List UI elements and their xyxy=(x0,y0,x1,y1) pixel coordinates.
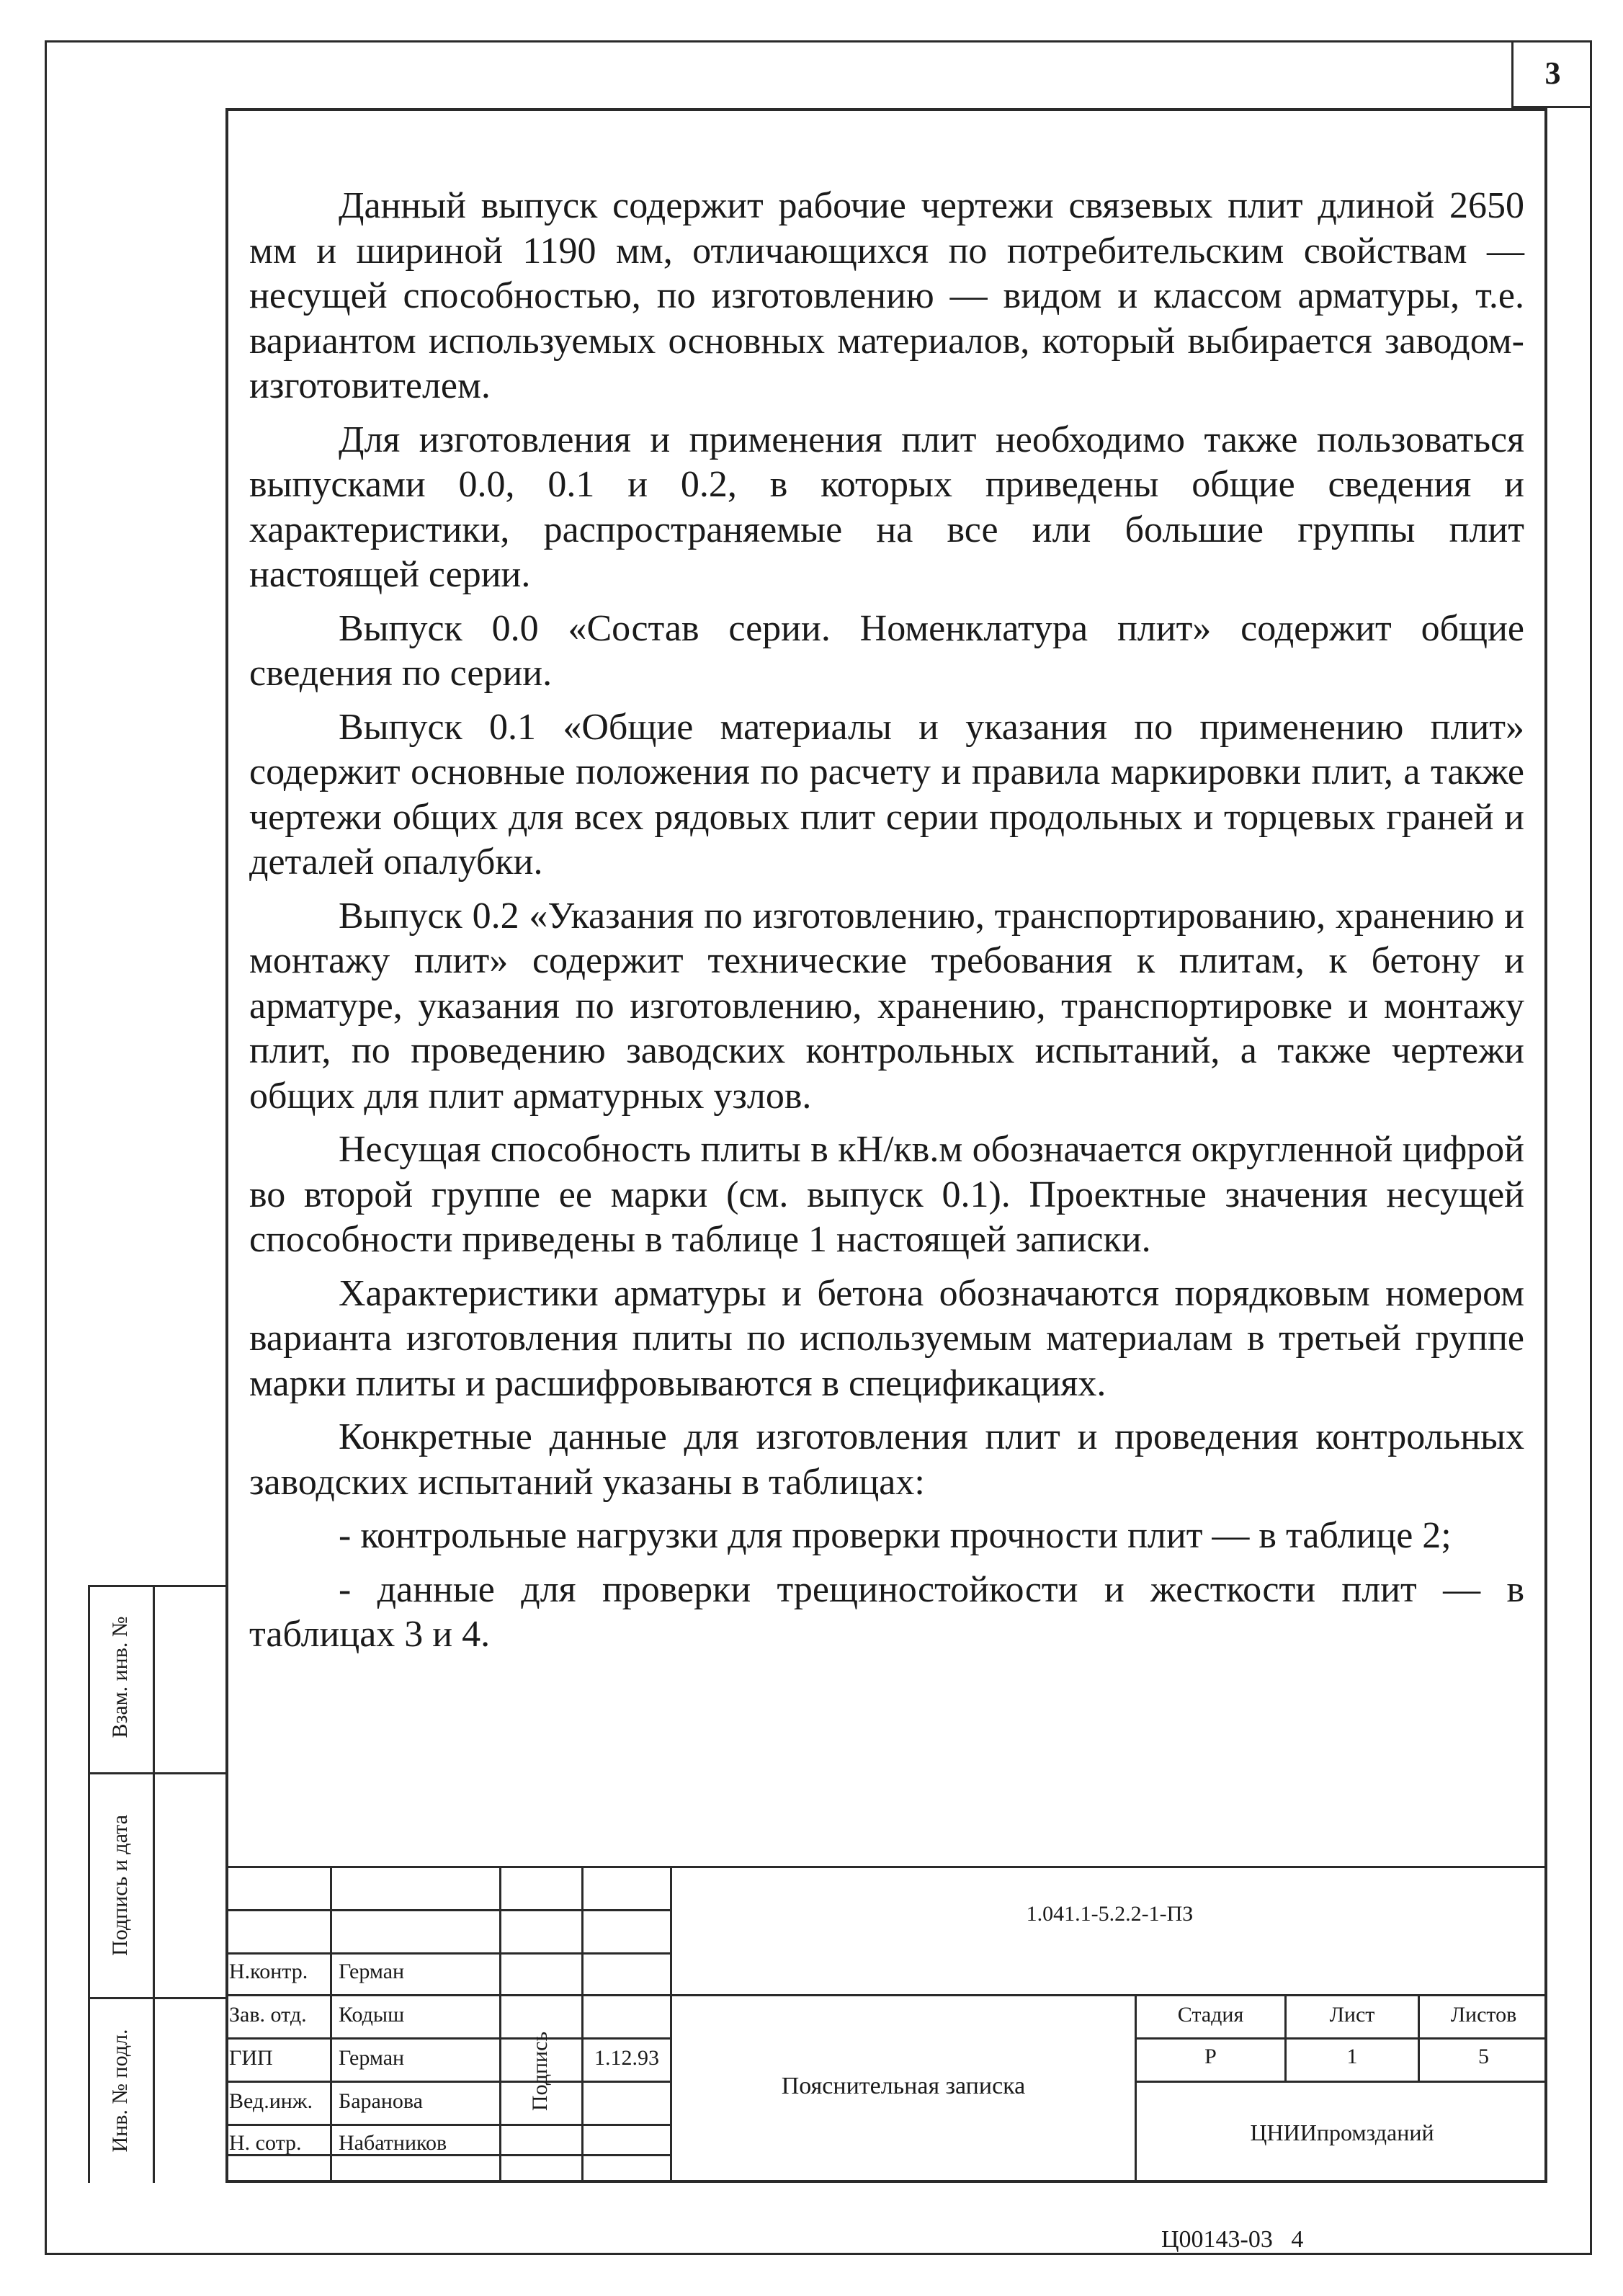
name-ved-inzh: Баранова xyxy=(339,2089,423,2113)
document-code: 1.041.1-5.2.2-1-ПЗ xyxy=(1026,1902,1194,1926)
paragraph: - данные для проверки трещиностойкости и жесткости плит — в таблицах 3 и 4. xyxy=(249,1568,1524,1655)
role-zav-otd: Зав. отд. xyxy=(229,2003,307,2027)
role-n-kontr: Н.контр. xyxy=(229,1960,308,1983)
paragraph: Несущая способность плиты в кН/кв.м обозначается округленной цифрой во второй группе ее марки (см. выпуск 0.1). Проектные значения несущей способности приведены в таблице 1 настоящей записки. xyxy=(249,1129,1524,1260)
side-stamp-border xyxy=(88,1997,227,1999)
name-gip: Герман xyxy=(339,2046,405,2070)
document-title: Пояснительная записка xyxy=(781,2073,1026,2099)
role-n-sotr: Н. сотр. xyxy=(229,2131,302,2155)
paragraph: Конкретные данные для изготовления плит и проведения контрольных заводских испытаний указаны в таблицах: xyxy=(249,1416,1524,1503)
name-zav-otd: Кодыш xyxy=(339,2003,405,2027)
paragraph: Характеристики арматуры и бетона обозначаются порядковым номером варианта изготовления плиты по используемым материалам в третьей группе марки плиты и расшифровываются в спецификациях. xyxy=(249,1272,1524,1404)
podpis-data-label: Подпись и дата xyxy=(108,1815,132,1956)
stage-header: Стадия xyxy=(1177,2003,1244,2027)
organization: ЦНИИпромзданий xyxy=(1250,2119,1434,2145)
paragraph: Выпуск 0.0 «Состав серии. Номенклатура плит» содержит общие сведения по серии. xyxy=(249,607,1524,694)
name-n-kontr: Герман xyxy=(339,1960,405,1983)
signature-header: Подпись xyxy=(528,2031,552,2112)
side-stamp-border xyxy=(88,1772,227,1774)
footer-code: Ц00143-03 4 xyxy=(1161,2226,1304,2253)
page-number: 3 xyxy=(1511,40,1592,108)
side-stamp-border xyxy=(88,1585,90,2183)
side-stamp-border xyxy=(88,1585,227,1587)
paragraph: - контрольные нагрузки для проверки прочности плит — в таблице 2; xyxy=(339,1515,1452,1556)
sheets-header: Листов xyxy=(1450,2003,1517,2027)
sheets-value: 5 xyxy=(1478,2045,1489,2068)
role-gip: ГИП xyxy=(229,2046,273,2070)
side-stamp-border xyxy=(153,1585,155,2183)
sheet-header: Лист xyxy=(1329,2003,1375,2027)
inv-podl-label: Инв. № подл. xyxy=(108,2029,132,2153)
paragraph: Данный выпуск содержит рабочие чертежи связевых плит длиной 2650 мм и шириной 1190 мм, отличающихся по потребительским свойствам — несущей способностью, по изготовлению — видом и классом арматуры, т.е. вариантом используемых основных материалов, который выбирается заводом-изготовителем. xyxy=(249,185,1524,406)
name-n-sotr: Набатников xyxy=(339,2131,447,2155)
role-ved-inzh: Вед.инж. xyxy=(229,2089,313,2113)
paragraph: Для изготовления и применения плит необходимо также пользоваться выпусками 0.0, 0.1 и 0.2, в которых приведены общие сведения и характеристики, распространяемые на все или большие группы плит настоящей серии. xyxy=(249,419,1524,595)
sheet-value: 1 xyxy=(1346,2045,1358,2068)
date: 1.12.93 xyxy=(594,2046,659,2070)
vzam-inv-label: Взам. инв. № xyxy=(108,1616,132,1738)
paragraph: Выпуск 0.1 «Общие материалы и указания по применению плит» содержит основные положения по расчету и правила маркировки плит, а также чертежи общих для всех рядовых плит серии продольных и торцевых граней и деталей опалубки. xyxy=(249,706,1524,883)
stage-value: Р xyxy=(1204,2045,1217,2068)
explanatory-text xyxy=(249,184,1524,1666)
paragraph: Выпуск 0.2 «Указания по изготовлению, транспортированию, хранению и монтажу плит» содержит технические требования к плитам, к бетону и арматуре, указания по изготовлению, хранению, транспортировке и монтажу плит, по проведению заводских контрольных испытаний, а также чертежи общих для плит арматурных узлов. xyxy=(249,895,1524,1117)
